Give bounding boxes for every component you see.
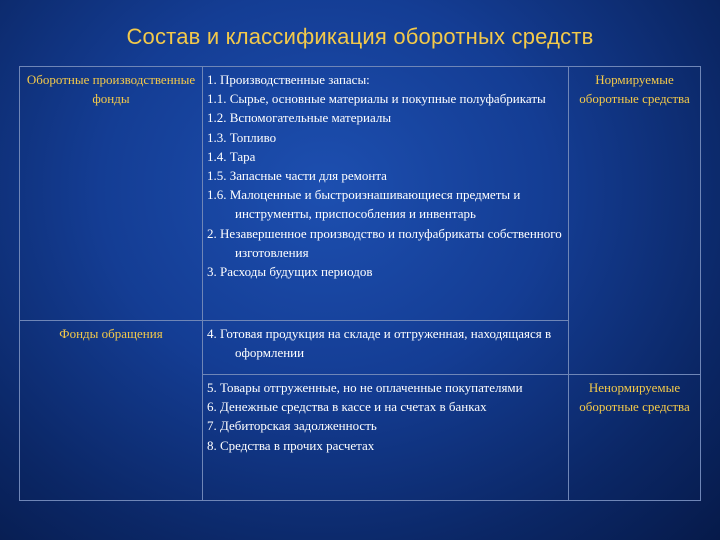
list-item: 1. Производственные запасы: (207, 72, 370, 87)
items-cell (203, 375, 569, 501)
list-item: 3. Расходы будущих периодов (207, 264, 373, 280)
slide-title: Состав и классификация оборотных средств (126, 24, 594, 49)
list-item: 6. Денежные средства в кассе и на счетах в банках (207, 399, 487, 415)
list-item: 2. Незавершенное производство и полуфабрикаты собственного изготовления (207, 225, 562, 260)
list-item: 1.1. Сырье, основные материалы и покупные полуфабрикаты (207, 91, 546, 107)
category-label-circulation-funds: Фонды обращения (59, 326, 163, 341)
list-item: 1.5. Запасные части для ремонта (207, 168, 387, 184)
list-item: 1.4. Тара (207, 148, 256, 164)
category-cell (20, 321, 203, 501)
list-item: 8. Средства в прочих расчетах (207, 437, 375, 453)
list-item: 7. Дебиторская задолженность (207, 418, 377, 434)
list-item: 1.2. Вспомогательные материалы (207, 110, 392, 126)
class-cell (569, 67, 701, 375)
category-cell (20, 67, 203, 321)
list-item: 5. Товары отгруженные, но не оплаченные покупателями (207, 380, 523, 395)
class-cell (569, 375, 701, 501)
list-item: 1.3. Топливо (207, 129, 277, 145)
items-cell (203, 67, 569, 321)
table-row (20, 67, 701, 321)
class-label-normed: Нормируемые оборотные средства (579, 72, 690, 106)
list-item: 1.6. Малоценные и быстроизнашивающиеся предметы и инструменты, приспособления и инвентарь (207, 187, 521, 222)
class-label-non-normed: Ненормируемые оборотные средства (579, 380, 690, 414)
classification-table (19, 66, 701, 501)
items-cell (203, 321, 569, 375)
list-item: 4. Готовая продукция на складе и отгруженная, находящаяся в оформлении (207, 326, 552, 361)
category-label-production-funds: Оборотные производственные фонды (26, 72, 196, 106)
